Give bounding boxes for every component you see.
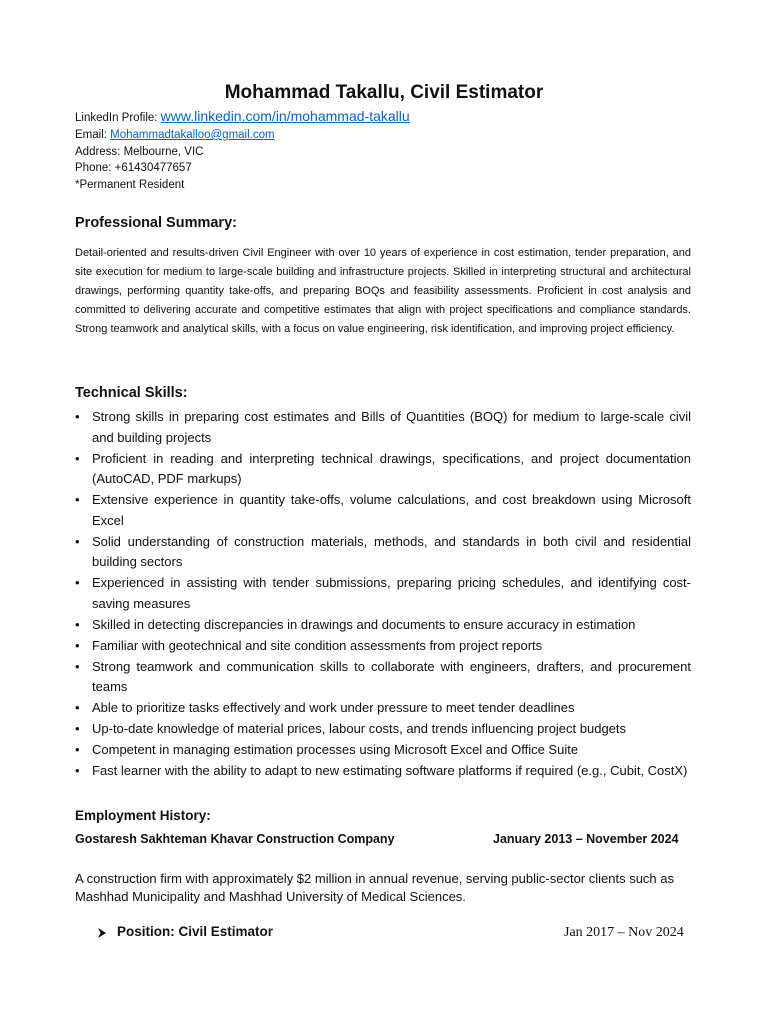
skill-item: • Competent in managing estimation processes using Microsoft Excel and Office Suite bbox=[75, 740, 691, 761]
summary-text: Detail-oriented and results-driven Civil Engineer with over 10 years of experience in cost estimation, tender preparation, and site execution for medium to large-scale building and infrastructure projects. Skilled in interpreting structural and architectural drawings, performing quantity take-offs, and preparing BOQs and feasibility assessments. Proficient in cost analysis and committed to delivering accurate and competitive estimates that align with project specifications and compliance standards. Strong teamwork and analytical skills, with a focus on value engineering, risk identification, and improving project efficiency. bbox=[75, 247, 691, 335]
email-line bbox=[75, 127, 695, 144]
skill-item: • Strong teamwork and communication skills to collaborate with engineers, drafters, and procurement teams bbox=[75, 657, 691, 698]
email-label: Email: bbox=[75, 128, 111, 141]
summary-heading: Professional Summary: bbox=[75, 215, 237, 231]
skills-list bbox=[75, 407, 691, 782]
address-line: Address: Melbourne, VIC bbox=[75, 145, 204, 158]
employment-heading: Employment History: bbox=[75, 808, 211, 823]
phone-line: Phone: +61430477657 bbox=[75, 162, 192, 175]
skill-item: • Strong skills in preparing cost estimates and Bills of Quantities (BOQ) for medium to large-scale civil and building projects bbox=[75, 407, 691, 448]
skill-item: • Experienced in assisting with tender submissions, preparing pricing schedules, and identifying cost-saving measures bbox=[75, 573, 691, 614]
company-name: Gostaresh Sakhteman Khavar Construction Company bbox=[75, 832, 395, 846]
linkedin-line bbox=[75, 108, 695, 127]
skill-item: • Familiar with geotechnical and site condition assessments from project reports bbox=[75, 636, 691, 657]
skill-item: • Skilled in detecting discrepancies in drawings and documents to ensure accuracy in estimation bbox=[75, 615, 691, 636]
position-title: Position: Civil Estimator bbox=[117, 924, 274, 939]
skills-heading: Technical Skills: bbox=[75, 385, 188, 401]
position-row bbox=[97, 924, 697, 944]
email-link[interactable]: Mohammadtakalloo@gmail.com bbox=[110, 128, 275, 141]
skill-item: • Proficient in reading and interpreting technical drawings, specifications, and project documentation (AutoCAD, PDF markups) bbox=[75, 449, 691, 490]
skill-item: • Up-to-date knowledge of material prices, labour costs, and trends influencing project budgets bbox=[75, 719, 691, 740]
skill-item: • Able to prioritize tasks effectively and work under pressure to meet tender deadlines bbox=[75, 698, 691, 719]
position-dates: Jan 2017 – Nov 2024 bbox=[564, 925, 684, 940]
arrow-bullet-icon bbox=[97, 927, 107, 939]
residency-line: *Permanent Resident bbox=[75, 179, 185, 192]
page-title: Mohammad Takallu, Civil Estimator bbox=[224, 82, 544, 103]
contact-block bbox=[75, 108, 695, 194]
linkedin-label: LinkedIn Profile bbox=[75, 112, 155, 124]
company-dates: January 2013 – November 2024 bbox=[493, 832, 679, 846]
skill-item: • Fast learner with the ability to adapt to new estimating software platforms if required (e.g., Cubit, CostX) bbox=[75, 761, 691, 782]
skill-item: • Solid understanding of construction materials, methods, and standards in both civil and residential building sectors bbox=[75, 532, 691, 573]
linkedin-link[interactable]: www.linkedin.com/in/mohammad-takallu bbox=[160, 108, 410, 124]
linkedin-separator: : bbox=[154, 112, 161, 124]
company-description: A construction firm with approximately $2 million in annual revenue, serving public-sector clients such as Mashhad Municipality and Mashhad University of Medical Sciences. bbox=[75, 871, 675, 904]
skill-item: • Extensive experience in quantity take-offs, volume calculations, and cost breakdown using Microsoft Excel bbox=[75, 490, 691, 531]
